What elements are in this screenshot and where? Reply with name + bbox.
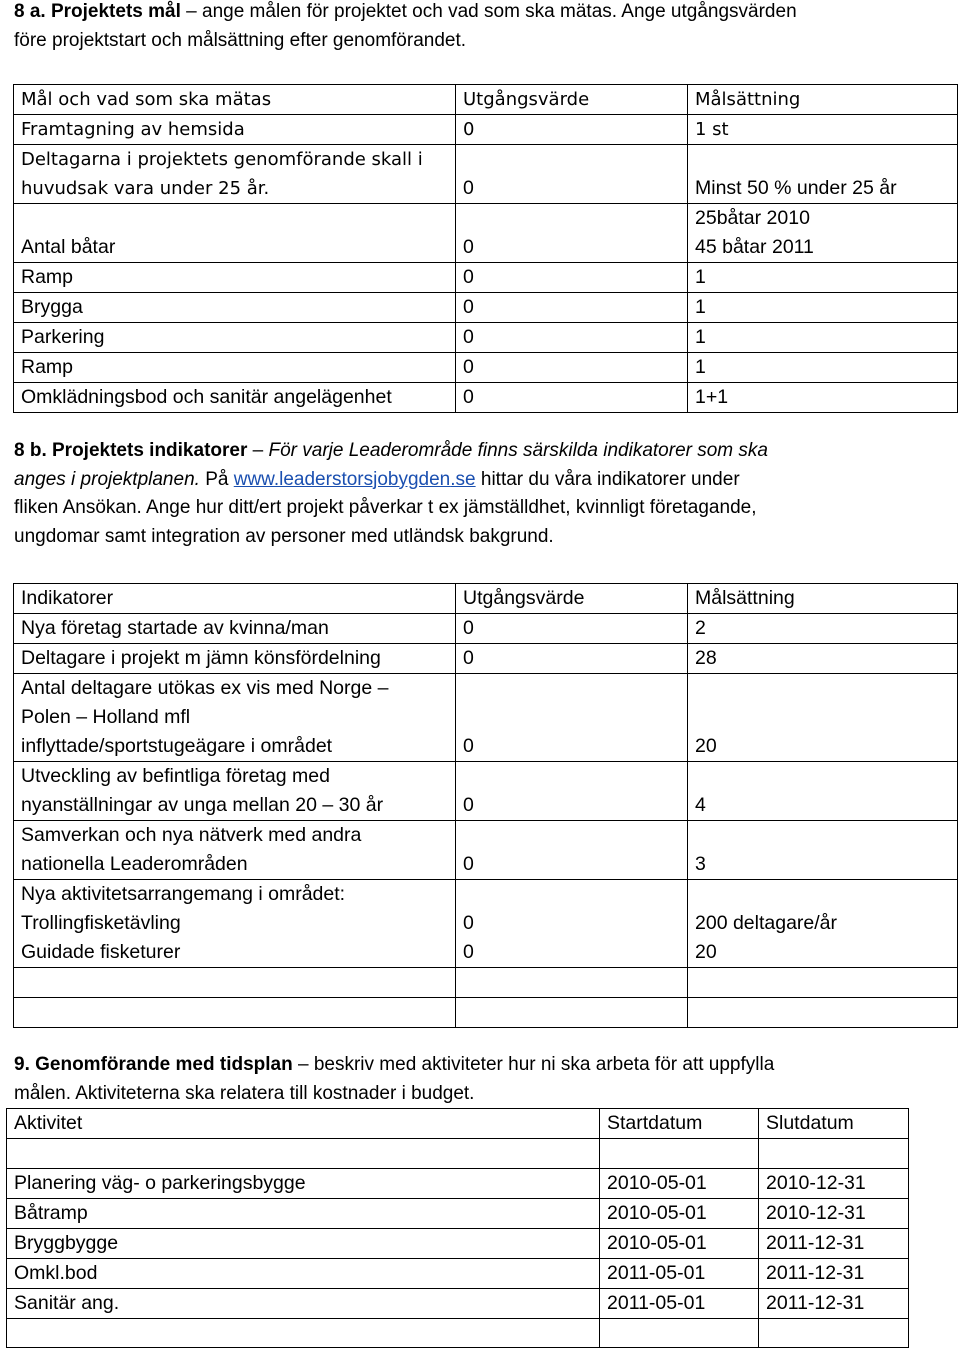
goals-cell: 1+1 (688, 383, 958, 413)
schedule-row (7, 1228, 909, 1258)
goals-row (14, 145, 958, 175)
schedule-cell: 2010-05-01 (600, 1168, 759, 1198)
goals-cell: Deltagarna i projektets genomförande skall i (14, 145, 456, 175)
indicators-header-cell: Målsättning (688, 584, 958, 614)
indicators-cell (456, 821, 688, 880)
schedule-cell: 2011-12-31 (759, 1288, 909, 1318)
goals-row (14, 233, 958, 263)
indicators-cell (688, 614, 958, 644)
indicators-row (14, 674, 958, 762)
goals-header-cell: Mål och vad som ska mätas (14, 85, 456, 115)
indicators-cell-line: Nya aktivitetsarrangemang i området: (21, 883, 346, 905)
indicators-cell (14, 674, 456, 762)
schedule-cell (600, 1318, 759, 1348)
indicators-cell (456, 644, 688, 674)
indicators-cell-line: Utveckling av befintliga företag med (21, 765, 330, 787)
indicators-header-row (14, 584, 958, 614)
goals-header-cell: Utgångsvärde (456, 85, 688, 115)
goals-cell: Minst 50 % under 25 år (688, 174, 958, 204)
schedule-cell: 2011-12-31 (759, 1228, 909, 1258)
leader-website-link[interactable]: www.leaderstorsjobygden.se (233, 468, 476, 490)
schedule-cell (600, 1139, 759, 1169)
schedule-cell: 2011-05-01 (600, 1288, 759, 1318)
goals-cell (456, 145, 688, 175)
goals-row (14, 293, 958, 323)
section-8a-text: 8 a. Projektets mål – ange målen för projektet och vad som ska mätas. Ange utgångsvärden före projektstart och målsättning efter genomförandet. (14, 1, 797, 51)
schedule-cell (7, 1139, 600, 1169)
indicators-cell-line: nationella Leaderområden (21, 853, 248, 875)
goals-cell: Framtagning av hemsida (14, 115, 456, 145)
indicators-cell-line: 0 (463, 647, 474, 669)
schedule-header-cell: Startdatum (600, 1109, 759, 1139)
indicators-cell (14, 968, 456, 998)
indicators-cell-line: inflyttade/sportstugeägare i området (21, 735, 333, 757)
indicators-cell (14, 880, 456, 968)
indicators-cell-line: Trollingfisketävling (21, 912, 181, 934)
indicators-cell-line: 4 (695, 794, 706, 816)
schedule-cell (7, 1318, 600, 1348)
indicators-row (14, 644, 958, 674)
indicators-cell (456, 762, 688, 821)
goals-row (14, 263, 958, 293)
goals-cell: 45 båtar 2011 (688, 233, 958, 263)
goals-cell: 1 (688, 353, 958, 383)
goals-cell: 1 (688, 323, 958, 353)
indicators-cell (14, 821, 456, 880)
section-8a-heading: 8 a. Projektets mål (14, 1, 181, 22)
indicators-row (14, 968, 958, 998)
indicators-cell (688, 821, 958, 880)
indicators-cell (456, 880, 688, 968)
indicators-row (14, 880, 958, 968)
goals-cell: Brygga (14, 293, 456, 323)
goals-cell (688, 145, 958, 175)
section-8b-text: 8 b. Projektets indikatorer – För varje Leaderområde finns särskilda indikatorer som ska anges i projektplanen. På www.leaderstorsjobygden.se hittar du våra indikatorer under fliken Ansökan. Ange hur ditt/ert projekt påverkar t ex jämställdhet, kvinnligt företagande, ungdomar samt integration av personer med utländsk bakgrund. (14, 440, 768, 547)
indicators-cell (456, 998, 688, 1028)
section-9-text: 9. Genomförande med tidsplan – beskriv med aktiviteter hur ni ska arbeta för att uppfylla målen. Aktiviteterna ska relatera till kostnader i budget. (14, 1054, 775, 1104)
schedule-cell: 2010-05-01 (600, 1198, 759, 1228)
goals-cell: 0 (456, 263, 688, 293)
goals-cell (456, 204, 688, 234)
schedule-cell: 2011-12-31 (759, 1258, 909, 1288)
schedule-cell: Planering väg- o parkeringsbygge (7, 1168, 600, 1198)
goals-row (14, 383, 958, 413)
goals-row (14, 115, 958, 145)
schedule-row (7, 1318, 909, 1348)
indicators-cell-line: 0 (463, 941, 474, 963)
goals-cell: 0 (456, 383, 688, 413)
goals-cell: 0 (456, 115, 688, 145)
indicators-cell-line (21, 998, 455, 1027)
schedule-cell: 2010-12-31 (759, 1168, 909, 1198)
schedule-cell: Sanitär ang. (7, 1288, 600, 1318)
goals-row (14, 323, 958, 353)
goals-cell: Antal båtar (14, 233, 456, 263)
indicators-cell-line (695, 998, 957, 1027)
indicators-cell (14, 644, 456, 674)
goals-cell (14, 204, 456, 234)
indicators-cell-line: Samverkan och nya nätverk med andra (21, 824, 362, 846)
indicators-cell-line: 0 (463, 794, 474, 816)
indicators-cell (14, 614, 456, 644)
goals-cell: 0 (456, 353, 688, 383)
goals-row (14, 353, 958, 383)
goals-cell: huvudsak vara under 25 år. (14, 174, 456, 204)
schedule-cell: Omkl.bod (7, 1258, 600, 1288)
indicators-cell (456, 968, 688, 998)
indicators-cell (14, 762, 456, 821)
indicators-cell-line: 28 (695, 647, 717, 669)
indicators-cell-line: 200 deltagare/år (695, 912, 838, 934)
schedule-table (6, 1108, 909, 1348)
goals-cell: Parkering (14, 323, 456, 353)
indicators-cell (688, 880, 958, 968)
schedule-cell: Båtramp (7, 1198, 600, 1228)
indicators-cell-line (463, 998, 687, 1027)
indicators-cell-line: 20 (695, 735, 717, 757)
goals-row (14, 204, 958, 234)
schedule-cell: Bryggbygge (7, 1228, 600, 1258)
schedule-row (7, 1288, 909, 1318)
goals-header-cell: Målsättning (688, 85, 958, 115)
goals-cell: 0 (456, 233, 688, 263)
indicators-cell-line: 0 (463, 617, 474, 639)
indicators-header-cell: Utgångsvärde (456, 584, 688, 614)
indicators-row (14, 998, 958, 1028)
schedule-cell (759, 1139, 909, 1169)
goals-table (13, 84, 958, 413)
indicators-cell (688, 968, 958, 998)
indicators-cell-line (695, 968, 957, 997)
indicators-row (14, 821, 958, 880)
schedule-cell: 2011-05-01 (600, 1258, 759, 1288)
schedule-cell: 2010-12-31 (759, 1198, 909, 1228)
section-9-heading: 9. Genomförande med tidsplan (14, 1054, 293, 1075)
indicators-cell-line: Nya företag startade av kvinna/man (21, 617, 329, 639)
goals-cell: Omklädningsbod och sanitär angelägenhet (14, 383, 456, 413)
indicators-cell-line (463, 968, 687, 997)
schedule-cell: 2010-05-01 (600, 1228, 759, 1258)
indicators-header-cell: Indikatorer (14, 584, 456, 614)
goals-cell: 25båtar 2010 (688, 204, 958, 234)
indicators-cell-line: Polen – Holland mfl (21, 706, 191, 728)
indicators-cell-line: Antal deltagare utökas ex vis med Norge – (21, 677, 389, 699)
goals-cell: 1 st (688, 115, 958, 145)
goals-header-row (14, 85, 958, 115)
schedule-header-cell: Aktivitet (7, 1109, 600, 1139)
schedule-row (7, 1168, 909, 1198)
indicators-cell (456, 674, 688, 762)
indicators-row (14, 762, 958, 821)
indicators-cell (688, 644, 958, 674)
indicators-cell (688, 762, 958, 821)
indicators-table (13, 583, 958, 1028)
indicators-row (14, 614, 958, 644)
goals-cell: 1 (688, 263, 958, 293)
indicators-cell-line: 2 (695, 617, 706, 639)
goals-cell: 0 (456, 293, 688, 323)
indicators-cell (14, 998, 456, 1028)
schedule-row (7, 1139, 909, 1169)
indicators-cell-line: Guidade fisketurer (21, 941, 181, 963)
indicators-cell-line: Deltagare i projekt m jämn könsfördelning (21, 647, 381, 669)
schedule-cell (759, 1318, 909, 1348)
indicators-cell-line: 20 (695, 941, 717, 963)
section-8b-heading: 8 b. Projektets indikatorer (14, 440, 248, 461)
schedule-header-row (7, 1109, 909, 1139)
schedule-header-cell: Slutdatum (759, 1109, 909, 1139)
goals-cell: Ramp (14, 353, 456, 383)
schedule-row (7, 1198, 909, 1228)
goals-row (14, 174, 958, 204)
indicators-cell (688, 998, 958, 1028)
indicators-cell-line: 0 (463, 735, 474, 757)
indicators-cell-line (21, 968, 455, 997)
indicators-cell-line: 0 (463, 912, 474, 934)
indicators-cell-line: 0 (463, 853, 474, 875)
indicators-cell-line: 3 (695, 853, 706, 875)
indicators-cell (688, 674, 958, 762)
schedule-row (7, 1258, 909, 1288)
goals-cell: 1 (688, 293, 958, 323)
goals-cell: 0 (456, 323, 688, 353)
goals-cell: 0 (456, 174, 688, 204)
goals-cell: Ramp (14, 263, 456, 293)
indicators-cell-line: nyanställningar av unga mellan 20 – 30 år (21, 794, 384, 816)
indicators-cell (456, 614, 688, 644)
